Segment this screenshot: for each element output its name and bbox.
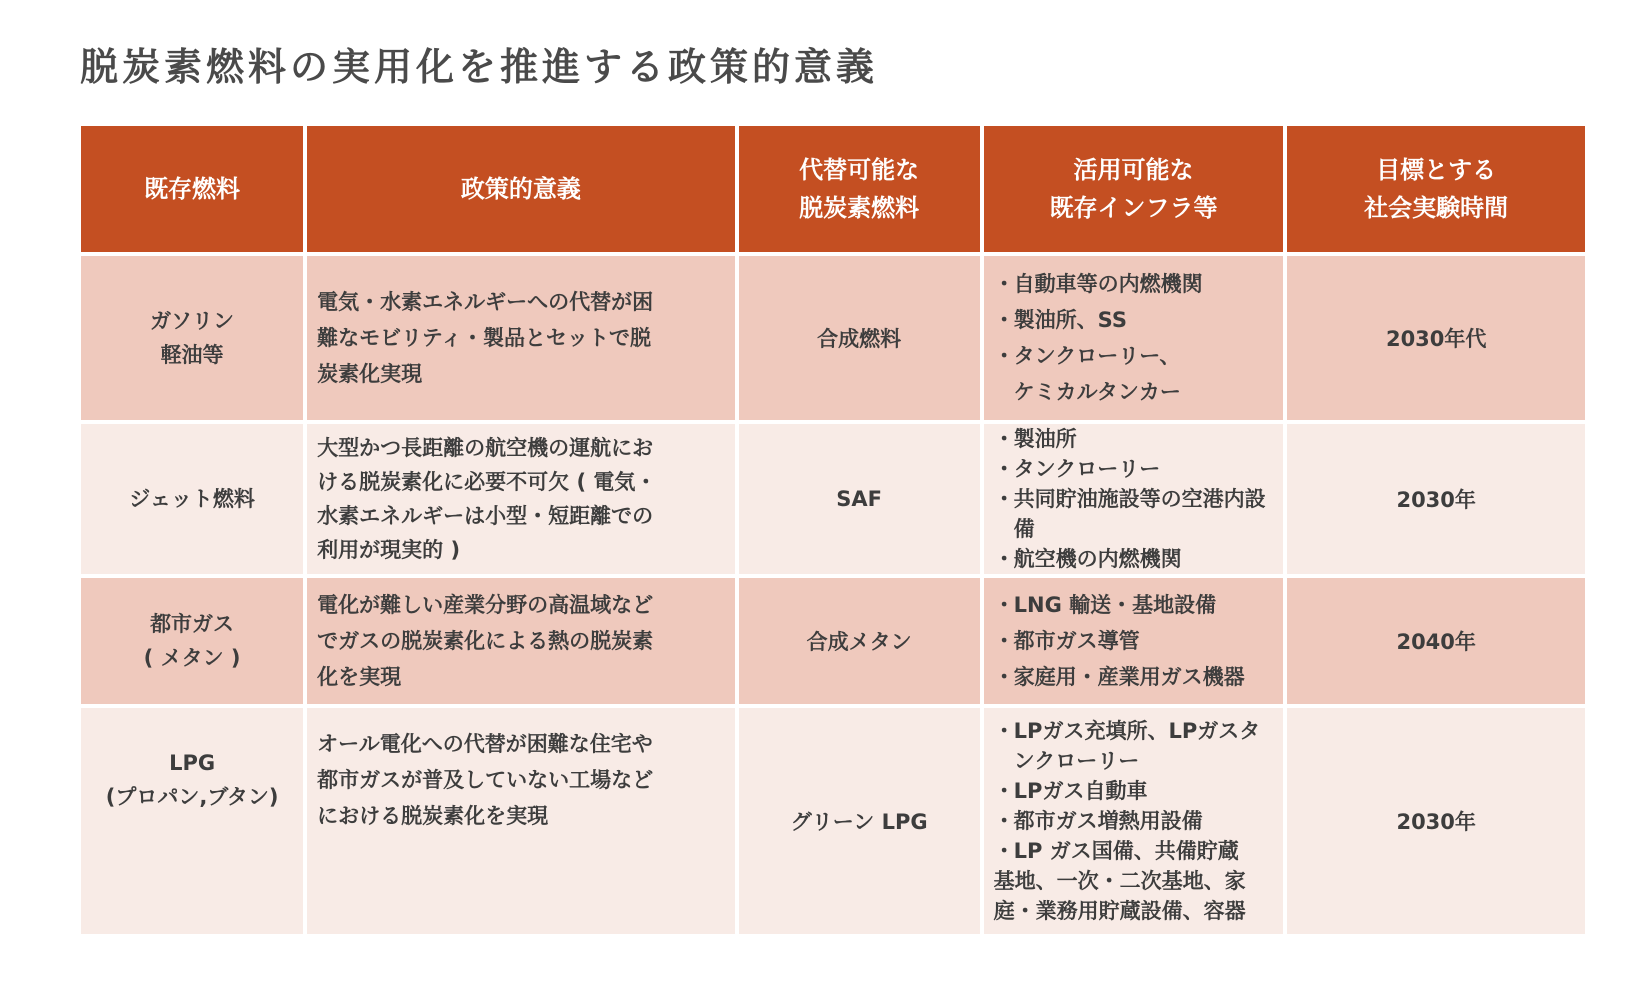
meaning-line: 大型かつ長距離の航空機の運航にお	[317, 436, 654, 460]
meaning-line: 炭素化実現	[317, 362, 423, 386]
infra-item-continued: 庭・業務用貯蔵設備、容器	[993, 899, 1246, 923]
table-row-jet-fuel	[81, 424, 1585, 574]
cell-target-period: 2030年	[1287, 424, 1585, 574]
table-row-lpg	[81, 708, 1585, 934]
header-line: 既存インフラ等	[1049, 194, 1218, 222]
cell-existing-infra	[984, 578, 1284, 704]
header-alternative-fuel	[739, 126, 980, 252]
meaning-line: 都市ガスが普及していない工場など	[317, 768, 654, 792]
fuel-line: 都市ガス	[150, 612, 235, 636]
infra-item: ・ LPガス自動車	[994, 776, 1274, 806]
fuel-line: (プロパン,ブタン)	[105, 785, 279, 809]
meaning-line: 水素エネルギーは小型・短距離での	[317, 504, 654, 528]
table-row-city-gas	[81, 578, 1585, 704]
cell-alternative-fuel: 合成燃料	[739, 256, 980, 420]
header-line: 活用可能な	[1073, 156, 1194, 184]
cell-existing-fuel	[81, 578, 303, 704]
policy-table	[77, 122, 1589, 938]
cell-existing-infra	[984, 256, 1284, 420]
cell-alternative-fuel: グリーン LPG	[739, 708, 980, 934]
cell-existing-fuel	[81, 424, 303, 574]
meaning-line: でガスの脱炭素化による熱の脱炭素	[317, 629, 654, 653]
header-existing-infra	[984, 126, 1284, 252]
infra-item: ・ 製油所	[994, 424, 1274, 454]
meaning-line: ける脱炭素化に必要不可欠 ( 電気・	[317, 470, 657, 494]
table-row-gasoline	[81, 256, 1585, 420]
cell-existing-infra	[984, 424, 1284, 574]
infra-item: ・ 自動車等の内燃機関	[994, 266, 1274, 302]
fuel-line: ジェット燃料	[129, 487, 255, 511]
infra-item: ・ タンクローリー	[994, 454, 1274, 484]
infra-item: ・ 都市ガス導管	[994, 623, 1274, 659]
meaning-line: 難なモビリティ・製品とセットで脱	[317, 326, 652, 350]
cell-policy-significance	[307, 424, 735, 574]
infra-item: ・ 共同貯油施設等の空港内設備	[994, 484, 1274, 544]
header-policy-significance	[307, 126, 735, 252]
infra-item: ・ LNG 輸送・基地設備	[994, 587, 1274, 623]
fuel-line: ( メタン )	[143, 646, 241, 670]
cell-policy-significance	[307, 708, 735, 934]
infra-item-continued: ケミカルタンカー	[1013, 380, 1181, 404]
meaning-line: 化を実現	[317, 665, 402, 689]
header-line: 既存燃料	[144, 175, 241, 203]
infra-list	[994, 266, 1274, 410]
page-title: 脱炭素燃料の実用化を推進する政策的意義	[80, 45, 879, 89]
infra-item: ・ 製油所、SS	[994, 302, 1274, 338]
infra-item: ・ 航空機の内燃機関	[994, 544, 1274, 574]
meaning-line: における脱炭素化を実現	[317, 804, 549, 828]
header-line: 目標とする	[1376, 156, 1497, 184]
infra-list	[994, 587, 1274, 695]
infra-item: ・ LPガス充填所、LPガスタンクローリー	[994, 716, 1274, 776]
cell-alternative-fuel: SAF	[739, 424, 980, 574]
cell-existing-fuel	[81, 708, 303, 934]
header-line: 社会実験時間	[1364, 194, 1509, 222]
infra-list	[994, 424, 1274, 574]
infra-item: ・ LP ガス国備、共備貯蔵	[994, 836, 1274, 866]
cell-target-period: 2040年	[1287, 578, 1585, 704]
fuel-line: LPG	[169, 751, 216, 775]
infra-item-continued: 基地、一次・二次基地、家	[993, 869, 1246, 893]
cell-policy-significance	[307, 578, 735, 704]
infra-item: ・ 家庭用・産業用ガス機器	[994, 659, 1274, 695]
cell-existing-fuel	[81, 256, 303, 420]
header-line: 代替可能な	[799, 156, 920, 184]
infra-item: ・ 都市ガス増熱用設備	[994, 806, 1274, 836]
header-line: 政策的意義	[460, 175, 581, 203]
meaning-line: 電気・水素エネルギーへの代替が困	[317, 290, 654, 314]
cell-alternative-fuel: 合成メタン	[739, 578, 980, 704]
infra-item: ・ タンクローリー、	[994, 338, 1274, 374]
fuel-line: 軽油等	[160, 343, 224, 367]
meaning-line: 電化が難しい産業分野の高温域など	[317, 593, 654, 617]
cell-existing-infra	[984, 708, 1284, 934]
header-existing-fuel	[81, 126, 303, 252]
table-header-row	[81, 126, 1585, 252]
cell-target-period: 2030年代	[1287, 256, 1585, 420]
cell-policy-significance	[307, 256, 735, 420]
cell-target-period: 2030年	[1287, 708, 1585, 934]
meaning-line: オール電化への代替が困難な住宅や	[317, 732, 653, 756]
infra-list	[994, 716, 1274, 926]
meaning-line: 利用が現実的 )	[317, 538, 461, 562]
fuel-line: ガソリン	[150, 309, 235, 333]
header-target-period	[1287, 126, 1585, 252]
header-line: 脱炭素燃料	[799, 194, 920, 222]
